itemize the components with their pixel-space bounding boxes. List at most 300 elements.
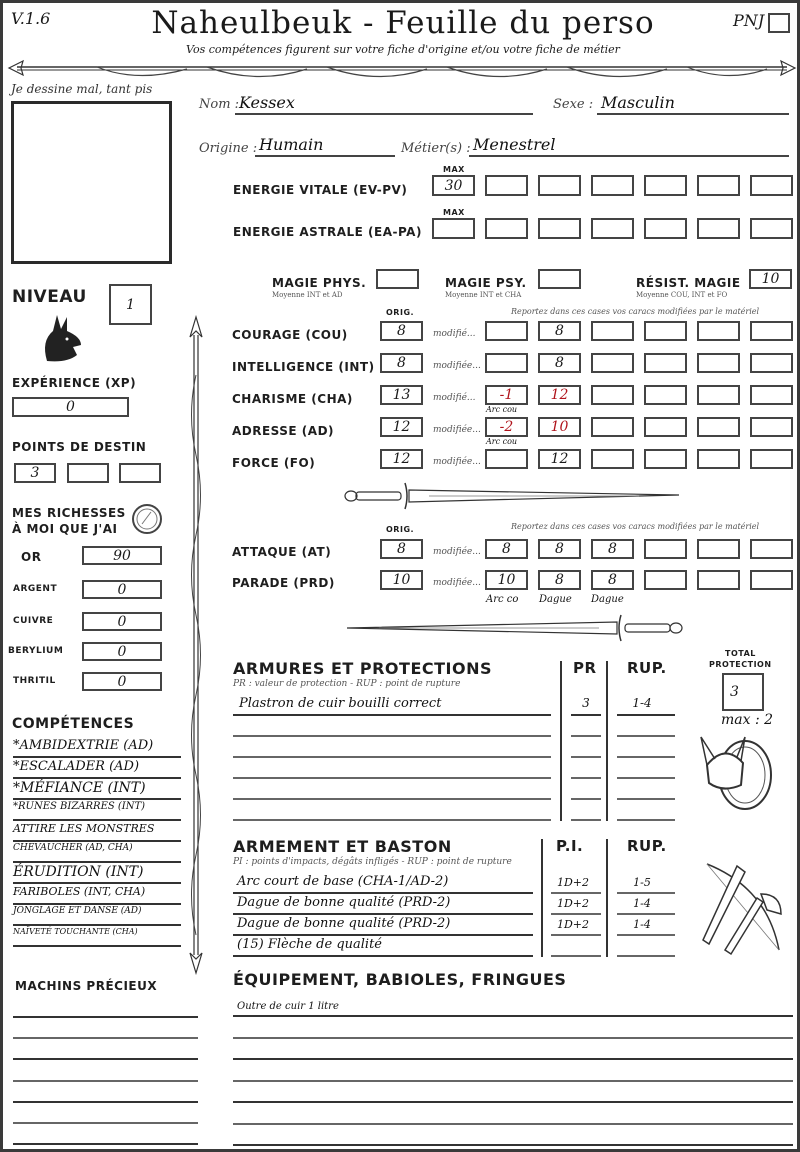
destin-box-3[interactable] (119, 463, 161, 483)
carac-modifie-label: modifié... (433, 329, 476, 339)
carac-orig-box-value: 12 (392, 419, 411, 435)
resist-magie-label: RÉSIST. MAGIE (636, 276, 741, 290)
weapons-icon (697, 858, 787, 958)
carac-modifie-label: modifié... (433, 393, 476, 403)
carac-mod-box[interactable] (591, 321, 634, 341)
machin-line[interactable] (13, 1143, 198, 1145)
richesses-label-2: À MOI QUE J'AI (12, 522, 118, 536)
ev-box-value (593, 177, 632, 194)
armement-col-pi: P.I. (556, 837, 584, 855)
carac-label: ADRESSE (AD) (232, 424, 335, 438)
carac-orig-box-value: 12 (392, 451, 411, 467)
carac-mod-box-value (646, 451, 685, 467)
carac-mod-box-value (487, 323, 526, 339)
carac-mod-box-value (646, 387, 685, 403)
combat-mod-box-value: 10 (497, 572, 516, 588)
armement-subtitle: PI : points d'impacts, dégâts infligés - RUP : point de rupture (233, 857, 512, 867)
carac-mod-box-value (646, 419, 685, 435)
nom-field[interactable] (235, 93, 533, 115)
arme-pi-line[interactable] (551, 955, 601, 957)
ev-box[interactable] (697, 175, 740, 196)
metier-label: Métier(s) : (401, 141, 471, 156)
combat-hint: Reportez dans ces cases vos caracs modifiées par le matériel (511, 522, 760, 531)
pnj-label: PNJ (733, 11, 765, 30)
carac-mod-box[interactable] (485, 321, 528, 341)
combat-mod-box-value (699, 541, 738, 557)
metier-field[interactable] (469, 135, 789, 157)
armure-pr: 3 (582, 696, 590, 710)
equipement-line[interactable] (233, 1123, 793, 1125)
carac-mod-box-value (752, 355, 791, 371)
carac-mod-box-value (593, 419, 632, 435)
niveau-box[interactable] (109, 284, 152, 325)
ea-box[interactable] (591, 218, 634, 239)
arme-name: Dague de bonne qualité (PRD-2) (237, 916, 451, 931)
carac-mod-box-value: 8 (555, 355, 564, 371)
combat-mod-box[interactable] (697, 539, 740, 559)
machin-line[interactable] (13, 1080, 198, 1082)
ev-box[interactable] (591, 175, 634, 196)
carac-orig-box[interactable] (380, 353, 423, 373)
arme-line[interactable] (233, 934, 533, 936)
combat-mod-box-value: 8 (608, 541, 617, 557)
money-box[interactable] (82, 612, 162, 631)
arme-name: Dague de bonne qualité (PRD-2) (237, 895, 451, 910)
competence-item: CHEVAUCHER (AD, CHA) (13, 843, 133, 853)
total-protection-value: 3 (730, 684, 739, 700)
sexe-label: Sexe : (553, 97, 594, 112)
competence-item: ATTIRE LES MONSTRES (13, 822, 155, 835)
ea-box-value (752, 220, 791, 237)
page-title: Naheulbeuk - Feuille du perso (151, 5, 655, 41)
coin-icon (130, 502, 164, 536)
competence-item: *MÉFIANCE (INT) (13, 780, 146, 796)
carac-mod-box[interactable] (697, 449, 740, 469)
armure-rup-line[interactable] (617, 777, 675, 779)
arme-pi-line[interactable] (551, 892, 601, 894)
ea-label: ENERGIE ASTRALE (EA-PA) (233, 225, 422, 239)
carac-orig-box[interactable] (380, 417, 423, 437)
carac-mod-box-value: -2 (499, 419, 514, 435)
machin-line[interactable] (13, 1122, 198, 1124)
carac-orig-box[interactable] (380, 321, 423, 341)
ea-box[interactable] (697, 218, 740, 239)
version-label: V.1.6 (11, 9, 51, 28)
armement-col-rup: RUP. (627, 837, 667, 855)
origine-label: Origine : (199, 141, 258, 156)
carac-mod-box[interactable] (644, 385, 687, 405)
ea-max-label: MAX (443, 208, 465, 217)
origine-field[interactable] (255, 135, 395, 157)
money-box[interactable] (82, 546, 162, 565)
carac-mod-box[interactable] (750, 353, 793, 373)
combat-mod-box-value (752, 572, 791, 588)
combat-mod-box[interactable] (538, 539, 581, 559)
competence-item: NAÏVETÉ TOUCHANTE (CHA) (13, 927, 138, 936)
metier-value: Menestrel (473, 135, 556, 154)
money-label: BERYLIUM (8, 646, 64, 656)
competences-label: COMPÉTENCES (12, 716, 135, 732)
magie-psy-hint: Moyenne INT et CHA (445, 291, 522, 299)
carac-label: FORCE (FO) (232, 456, 316, 470)
combat-modifiee-label: modifiée... (433, 547, 481, 557)
combat-mod-box-value: 8 (555, 572, 564, 588)
competence-line[interactable] (13, 882, 181, 884)
carac-mod-box-value (699, 419, 738, 435)
resist-magie-value: 10 (761, 271, 780, 287)
carac-mod-box-value: 12 (550, 451, 569, 467)
carac-modifie-label: modifiée... (433, 457, 481, 467)
arme-line[interactable] (233, 955, 533, 957)
helmet-shield-icon (697, 731, 777, 817)
carac-mod-box[interactable] (485, 385, 528, 405)
competence-item: *AMBIDEXTRIE (AD) (13, 738, 154, 753)
combat-modifiee-label: modifiée... (433, 578, 481, 588)
destin-value (69, 465, 107, 481)
magie-phys-label: MAGIE PHYS. (272, 276, 367, 290)
armures-divider (606, 661, 608, 821)
competence-item: ÉRUDITION (INT) (13, 864, 144, 880)
competence-item: *RUNES BIZARRES (INT) (13, 801, 146, 812)
sexe-field[interactable] (597, 93, 789, 115)
carac-mod-box[interactable] (538, 417, 581, 437)
arme-rup: 1-5 (633, 876, 651, 889)
destin-value: 3 (30, 465, 40, 481)
carac-mod-box[interactable] (697, 321, 740, 341)
machin-line[interactable] (13, 1016, 198, 1018)
equipement-item: Outre de cuir 1 litre (237, 1001, 339, 1012)
caracs-hint: Reportez dans ces cases vos caracs modifiées par le matériel (511, 307, 760, 316)
arme-pi: 1D+2 (556, 918, 590, 931)
carac-mod-box[interactable] (697, 385, 740, 405)
destin-box-2[interactable] (67, 463, 109, 483)
carac-mod-box[interactable] (644, 353, 687, 373)
combat-mod-box[interactable] (644, 539, 687, 559)
carac-mod-box-value (752, 323, 791, 339)
combat-mod-box[interactable] (485, 570, 528, 590)
ea-box-value (487, 220, 526, 237)
money-box-value: 0 (117, 673, 127, 690)
armure-rup-line[interactable] (617, 819, 675, 821)
money-box-value: 90 (113, 547, 131, 564)
arme-rup: 1-4 (633, 897, 651, 910)
ea-box[interactable] (432, 218, 475, 239)
resist-magie-hint: Moyenne COU, INT et FO (636, 291, 728, 299)
carac-mod-box-value (593, 387, 632, 403)
carac-orig-box-value: 13 (392, 387, 411, 403)
ev-box-value (646, 177, 685, 194)
carac-label: INTELLIGENCE (INT) (232, 360, 375, 374)
carac-orig-box[interactable] (380, 385, 423, 405)
ea-box[interactable] (644, 218, 687, 239)
niveau-value: 1 (126, 296, 135, 313)
page-subtitle: Vos compétences figurent sur votre fiche d'origine et/ou votre fiche de métier (186, 43, 620, 56)
competence-item: JONGLAGE ET DANSE (AD) (13, 906, 142, 916)
carac-mod-box-value: 10 (550, 419, 569, 435)
competence-line[interactable] (13, 840, 181, 842)
combat-mod-box-value (752, 541, 791, 557)
money-label: OR (21, 550, 42, 564)
destin-value (121, 465, 159, 481)
carac-mod-box[interactable] (591, 449, 634, 469)
arme-name: (15) Flèche de qualité (237, 937, 382, 952)
ev-box-value (699, 177, 738, 194)
carac-mod-box[interactable] (697, 353, 740, 373)
competence-item: FARIBOLES (INT, CHA) (13, 885, 146, 898)
combat-mod-box[interactable] (485, 539, 528, 559)
competence-line[interactable] (13, 819, 181, 821)
money-box[interactable] (82, 580, 162, 599)
arme-pi: 1D+2 (556, 897, 590, 910)
ev-max-label: MAX (443, 165, 465, 174)
money-box-value: 0 (117, 613, 127, 630)
carac-orig-box[interactable] (380, 449, 423, 469)
combat-mod-box-value (646, 572, 685, 588)
carac-mod-box[interactable] (750, 321, 793, 341)
armure-line[interactable] (233, 777, 551, 779)
carac-mod-box-value (487, 451, 526, 467)
arme-rup: 1-4 (633, 918, 651, 931)
niveau-label: NIVEAU (12, 287, 87, 307)
magie-psy-value (540, 271, 579, 287)
carac-modifie-label: modifiée... (433, 425, 481, 435)
ev-box-value (487, 177, 526, 194)
competence-line[interactable] (13, 777, 181, 779)
resist-magie-box[interactable] (749, 269, 792, 289)
arme-line[interactable] (233, 892, 533, 894)
sword-icon (339, 479, 689, 513)
carac-mod-box-value (593, 355, 632, 371)
ev-box[interactable] (432, 175, 475, 196)
equipement-line[interactable] (233, 1144, 793, 1146)
carac-mod-note: Arc cou (486, 405, 518, 414)
arme-rup-line[interactable] (617, 913, 675, 915)
carac-mod-box-value (487, 355, 526, 371)
pnj-checkbox[interactable] (768, 13, 790, 33)
carac-mod-box-value (646, 323, 685, 339)
xp-label: EXPÉRIENCE (XP) (12, 376, 137, 390)
carac-mod-box-value (593, 323, 632, 339)
carac-orig-box-value: 8 (397, 323, 406, 339)
ev-box-value (540, 177, 579, 194)
carac-mod-box[interactable] (538, 321, 581, 341)
carac-mod-box[interactable] (644, 449, 687, 469)
carac-mod-box[interactable] (485, 449, 528, 469)
carac-mod-box[interactable] (485, 353, 528, 373)
ev-box[interactable] (538, 175, 581, 196)
armement-divider (606, 839, 608, 957)
armure-line[interactable] (233, 714, 551, 716)
equipement-line[interactable] (233, 1015, 793, 1017)
carac-mod-box-value (699, 323, 738, 339)
money-box-value: 0 (117, 643, 127, 660)
carac-mod-box[interactable] (750, 449, 793, 469)
competence-line[interactable] (13, 756, 181, 758)
combat-orig-box-value: 8 (397, 541, 406, 557)
equipement-line[interactable] (233, 1037, 793, 1039)
carac-mod-box[interactable] (591, 417, 634, 437)
nom-label: Nom : (199, 97, 240, 112)
combat-mod-box[interactable] (644, 570, 687, 590)
armure-pr-line[interactable] (571, 714, 601, 716)
combat-mod-box-value: 8 (502, 541, 511, 557)
armement-title: ARMEMENT ET BASTON (233, 837, 452, 856)
carac-label: COURAGE (COU) (232, 328, 348, 342)
armure-rup-line[interactable] (617, 798, 675, 800)
origine-value: Humain (259, 135, 324, 154)
ea-box-value (540, 220, 579, 237)
destin-label: POINTS DE DESTIN (12, 440, 147, 454)
machin-line[interactable] (13, 1101, 198, 1103)
arme-rup-line[interactable] (617, 892, 675, 894)
competence-line[interactable] (13, 903, 181, 905)
armure-line[interactable] (233, 735, 551, 737)
magie-psy-box[interactable] (538, 269, 581, 289)
armure-rup-line[interactable] (617, 735, 675, 737)
armure-pr-line[interactable] (571, 735, 601, 737)
money-label: CUIVRE (13, 616, 54, 626)
max-protection-note: max : 2 (721, 712, 774, 728)
ea-box-value (699, 220, 738, 237)
combat-label: PARADE (PRD) (232, 576, 335, 590)
equipement-title: ÉQUIPEMENT, BABIOLES, FRINGUES (233, 970, 567, 989)
armures-divider (560, 661, 562, 821)
carac-mod-box-value (646, 355, 685, 371)
money-box[interactable] (82, 672, 162, 691)
magie-phys-box[interactable] (376, 269, 419, 289)
carac-mod-box[interactable] (538, 385, 581, 405)
armure-pr-line[interactable] (571, 777, 601, 779)
carac-mod-box-value (699, 451, 738, 467)
competence-line[interactable] (13, 924, 181, 926)
combat-mod-box[interactable] (750, 539, 793, 559)
armures-col-pr: PR (573, 659, 597, 677)
nom-value: Kessex (239, 93, 295, 112)
carac-mod-box[interactable] (591, 385, 634, 405)
carac-mod-box[interactable] (591, 353, 634, 373)
carac-mod-box-value: 12 (550, 387, 569, 403)
arme-line[interactable] (233, 913, 533, 915)
destin-box-1[interactable] (14, 463, 56, 483)
armure-rup: 1-4 (632, 696, 652, 710)
armure-rup-line[interactable] (617, 714, 675, 716)
money-box-value: 0 (117, 581, 127, 598)
machin-line[interactable] (13, 1037, 198, 1039)
richesses-label-1: MES RICHESSES (12, 506, 126, 520)
total-protection-label-1: TOTAL (725, 649, 756, 658)
combat-mod-box[interactable] (591, 570, 634, 590)
equipement-line[interactable] (233, 1080, 793, 1082)
carac-orig-box-value: 8 (397, 355, 406, 371)
money-box[interactable] (82, 642, 162, 661)
carac-mod-box[interactable] (538, 449, 581, 469)
machins-label: MACHINS PRÉCIEUX (15, 979, 158, 993)
arrow-banner-icon (7, 57, 797, 83)
armure-line[interactable] (233, 819, 551, 821)
total-protection-label-2: PROTECTION (709, 660, 772, 669)
carac-mod-box[interactable] (644, 417, 687, 437)
ea-box-value (646, 220, 685, 237)
carac-modifie-label: modifiée... (433, 361, 481, 371)
arme-rup-line[interactable] (617, 934, 675, 936)
combat-mod-box[interactable] (697, 570, 740, 590)
carac-label: CHARISME (CHA) (232, 392, 353, 406)
combat-mod-box[interactable] (538, 570, 581, 590)
carac-mod-box-value (752, 419, 791, 435)
armure-rup-line[interactable] (617, 756, 675, 758)
arme-pi: 1D+2 (556, 876, 590, 889)
ev-box[interactable] (485, 175, 528, 196)
ev-box[interactable] (644, 175, 687, 196)
armure-line[interactable] (233, 798, 551, 800)
combat-mod-box-value (646, 541, 685, 557)
arme-pi-line[interactable] (551, 913, 601, 915)
ev-box[interactable] (750, 175, 793, 196)
carac-mod-box[interactable] (644, 321, 687, 341)
competence-line[interactable] (13, 945, 181, 947)
competence-line[interactable] (13, 861, 181, 863)
ev-label: ENERGIE VITALE (EV-PV) (233, 183, 408, 197)
armure-line[interactable] (233, 756, 551, 758)
combat-orig-box[interactable] (380, 570, 423, 590)
combat-orig-box[interactable] (380, 539, 423, 559)
carac-mod-box[interactable] (485, 417, 528, 437)
carac-mod-box-value (593, 451, 632, 467)
caracs-orig-label: ORIG. (386, 308, 415, 317)
combat-mod-box-value: 8 (608, 572, 617, 588)
combat-note-2: Dague (539, 594, 572, 605)
combat-note-1: Arc co (486, 594, 519, 605)
equipement-line[interactable] (233, 1101, 793, 1103)
combat-mod-box[interactable] (750, 570, 793, 590)
armures-title: ARMURES ET PROTECTIONS (233, 659, 492, 678)
ea-box[interactable] (538, 218, 581, 239)
ev-box-value (752, 177, 791, 194)
combat-mod-box-value (699, 572, 738, 588)
armure-pr-line[interactable] (571, 756, 601, 758)
armure-pr-line[interactable] (571, 798, 601, 800)
combat-label: ATTAQUE (AT) (232, 545, 332, 559)
combat-mod-box[interactable] (591, 539, 634, 559)
xp-box[interactable] (12, 397, 129, 417)
ea-box[interactable] (485, 218, 528, 239)
carac-mod-box[interactable] (750, 385, 793, 405)
arme-rup-line[interactable] (617, 955, 675, 957)
combat-orig-label: ORIG. (386, 525, 415, 534)
equipement-line[interactable] (233, 1058, 793, 1060)
carac-mod-box[interactable] (750, 417, 793, 437)
armure-pr-line[interactable] (571, 819, 601, 821)
magie-psy-label: MAGIE PSY. (445, 276, 527, 290)
armure-name: Plastron de cuir bouilli correct (239, 696, 442, 711)
portrait-box[interactable] (11, 101, 172, 264)
armures-col-rup: RUP. (627, 659, 667, 677)
carac-mod-box[interactable] (697, 417, 740, 437)
carac-mod-box-value (699, 387, 738, 403)
ea-box-value (593, 220, 632, 237)
competence-line[interactable] (13, 798, 181, 800)
carac-mod-box-value (752, 387, 791, 403)
carac-mod-note: Arc cou (486, 437, 518, 446)
xp-value: 0 (66, 399, 75, 415)
carac-mod-box[interactable] (538, 353, 581, 373)
machin-line[interactable] (13, 1058, 198, 1060)
total-protection-box[interactable] (722, 673, 764, 711)
ea-box[interactable] (750, 218, 793, 239)
arme-pi-line[interactable] (551, 934, 601, 936)
magie-phys-value (378, 271, 417, 287)
dragon-icon (37, 311, 85, 365)
